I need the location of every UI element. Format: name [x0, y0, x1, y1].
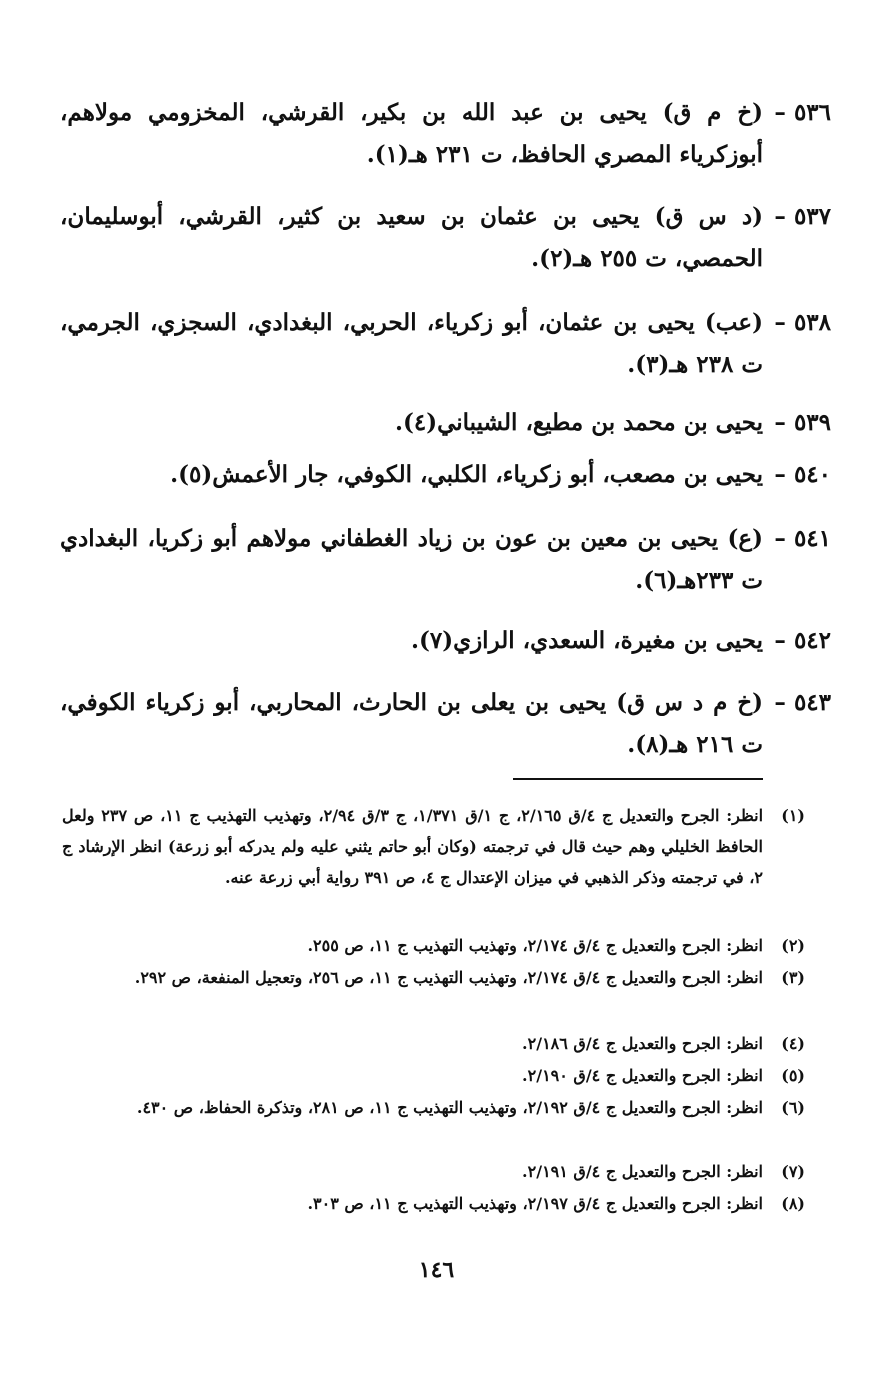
entry-536 [60, 92, 831, 196]
footnote-number: (٣) [781, 968, 805, 987]
entry-text: يحيى بن محمد بن مطيع، الشيباني(٤). [394, 409, 763, 436]
footnote-text: انظر: الجرح والتعديل ج ٤/ق ٢/١٩٠. [522, 1066, 763, 1085]
entry-number: ٥٣٨ – [774, 309, 831, 336]
footnote-number: (٤) [781, 1034, 805, 1053]
entry-number: ٥٤٣ – [774, 689, 831, 716]
footnote-text: انظر: الجرح والتعديل ج ٤/ق ٢/١٧٤، وتهذيب التهذيب ج ١١، ص ٢٥٥. [307, 936, 763, 955]
entry-text: (د س ق) يحيى بن عثمان بن سعيد بن كثير، القرشي، أبوسليمان، الحمصي، ت ٢٥٥ هـ(٢). [60, 203, 763, 272]
biography-entries [60, 92, 831, 772]
footnote-number: (٧) [781, 1162, 805, 1181]
entry-540 [60, 454, 831, 518]
entry-number: ٥٣٩ – [774, 409, 831, 436]
entry-text: يحيى بن مصعب، أبو زكرياء، الكلبي، الكوفي، جار الأعمش(٥). [170, 461, 763, 488]
footnote-number: (١) [781, 806, 805, 825]
entry-text: يحيى بن مغيرة، السعدي، الرازي(٧). [410, 627, 763, 654]
entry-number: ٥٤١ – [774, 525, 831, 552]
entry-number: ٥٤٠ – [774, 461, 831, 488]
page-number: ١٤٦ [418, 1257, 455, 1283]
entry-number: ٥٣٦ – [774, 99, 831, 126]
footnote-separator [513, 778, 763, 780]
footnote-5 [62, 1060, 805, 1092]
entry-538 [60, 302, 831, 402]
entry-text: (خ م د س ق) يحيى بن يعلى بن الحارث، المحاربي، أبو زكرياء الكوفي، ت ٢١٦ هـ(٨). [60, 689, 763, 758]
footnote-text: انظر: الجرح والتعديل ج ٤/ق ٢/١٦٥، ج ١/ق ١/٣٧١، ج ٣/ق ٢/٩٤، وتهذيب التهذيب ج ١١، ص ٢٣٧ ولعل الحافظ الخليلي وهم حيث قال في ترجمته (وكان أبو حاتم يثني عليه ولم يدركه أبو زرعة) انظر الإرشاد ج ٢، في ترجمته وذكر الذهبي في ميزان الإعتدال ج ٤، ص ٣٩١ رواية أبي زرعة عنه. [62, 806, 764, 887]
entry-number: ٥٤٢ – [774, 627, 831, 654]
footnote-text: انظر: الجرح والتعديل ج ٤/ق ٢/١٧٤، وتهذيب التهذيب ج ١١، ص ٢٥٦، وتعجيل المنفعة، ص ٢٩٢. [134, 968, 763, 987]
entry-537 [60, 196, 831, 302]
entry-text: (خ م ق) يحيى بن عبد الله بن بكير، القرشي، المخزومي مولاهم، أبوزكرياء المصري الحافظ، ت ٢٣١ هـ(١). [60, 99, 763, 168]
entry-text: (ع) يحيى بن معين بن عون بن زياد الغطفاني مولاهم أبو زكريا، البغدادي ت ٢٣٣هـ(٦). [60, 525, 763, 594]
footnote-1 [62, 800, 805, 930]
footnote-4 [62, 1028, 805, 1060]
entry-542 [60, 620, 831, 682]
footnote-text: انظر: الجرح والتعديل ج ٤/ق ٢/١٩٧، وتهذيب التهذيب ج ١١، ص ٣٠٣. [307, 1194, 763, 1213]
footnote-number: (٢) [781, 936, 805, 955]
footnote-number: (٥) [781, 1066, 805, 1085]
footnote-8 [62, 1188, 805, 1220]
footnote-number: (٦) [781, 1098, 805, 1117]
footnote-6 [62, 1092, 805, 1156]
footnote-text: انظر: الجرح والتعديل ج ٤/ق ٢/١٨٦. [522, 1034, 763, 1053]
footnote-text: انظر: الجرح والتعديل ج ٤/ق ٢/١٩٢، وتهذيب التهذيب ج ١١، ص ٢٨١، وتذكرة الحفاظ، ص ٤٣٠. [136, 1098, 763, 1117]
footnote-number: (٨) [781, 1194, 805, 1213]
entry-541 [60, 518, 831, 620]
entry-text: (عب) يحيى بن عثمان، أبو زكرياء، الحربي، البغدادي، السجزي، الجرمي، ت ٢٣٨ هـ(٣). [60, 309, 763, 378]
footnote-3 [62, 962, 805, 1028]
entry-539 [60, 402, 831, 454]
footnote-2 [62, 930, 805, 962]
footnotes [62, 800, 805, 1220]
footnote-7 [62, 1156, 805, 1188]
entry-number: ٥٣٧ – [774, 203, 831, 230]
entry-543 [60, 682, 831, 772]
footnote-text: انظر: الجرح والتعديل ج ٤/ق ٢/١٩١. [522, 1162, 763, 1181]
